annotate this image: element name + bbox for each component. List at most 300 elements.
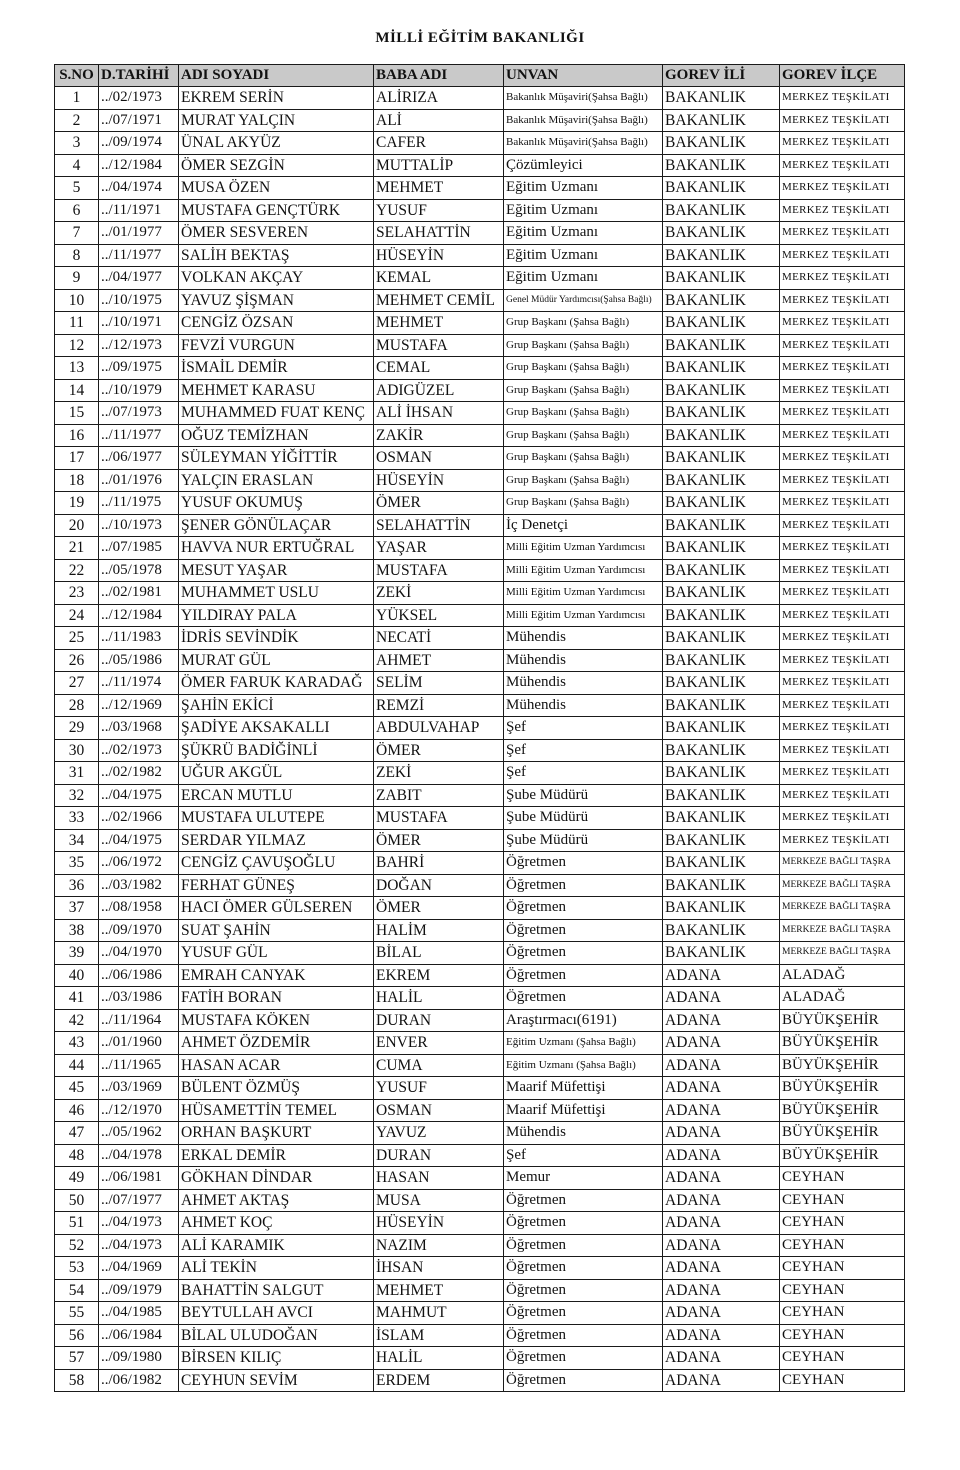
cell-full-name: BÜLENT ÖZMÜŞ [179,1077,374,1100]
cell-duty-province: ADANA [663,1302,780,1325]
cell-father-name: MUSA [374,1189,504,1212]
cell-father-name: MUTTALİP [374,154,504,177]
cell-father-name: ALİ İHSAN [374,402,504,425]
cell-sno: 45 [55,1077,99,1100]
cell-duty-province: BAKANLIK [663,87,780,110]
cell-duty-province: BAKANLIK [663,222,780,245]
cell-sno: 51 [55,1212,99,1235]
cell-sno: 38 [55,919,99,942]
cell-title: İç Denetçi [504,514,663,537]
cell-birth-date: ../04/1974 [99,177,179,200]
cell-birth-date: ../03/1969 [99,1077,179,1100]
cell-sno: 18 [55,469,99,492]
table-row [55,1302,905,1325]
table-row [55,357,905,380]
cell-father-name: ADIGÜZEL [374,379,504,402]
cell-birth-date: ../11/1974 [99,672,179,695]
header-birth-date: D.TARİHİ [99,65,179,87]
cell-full-name: HASAN ACAR [179,1054,374,1077]
cell-title: Eğitim Uzmanı [504,244,663,267]
cell-birth-date: ../12/1969 [99,694,179,717]
table-row [55,672,905,695]
cell-sno: 19 [55,492,99,515]
cell-title: Araştırmacı(6191) [504,1009,663,1032]
cell-father-name: YAVUZ [374,1122,504,1145]
cell-father-name: HASAN [374,1167,504,1190]
cell-birth-date: ../06/1972 [99,852,179,875]
cell-birth-date: ../11/1971 [99,199,179,222]
cell-father-name: SELAHATTİN [374,222,504,245]
cell-duty-district: MERKEZ TEŞKİLATI [780,87,905,110]
cell-birth-date: ../10/1973 [99,514,179,537]
cell-duty-province: BAKANLIK [663,942,780,965]
cell-duty-province: BAKANLIK [663,289,780,312]
cell-sno: 23 [55,582,99,605]
table-row [55,1279,905,1302]
cell-title: Grup Başkanı (Şahsa Bağlı) [504,447,663,470]
cell-title: Milli Eğitim Uzman Yardımcısı [504,582,663,605]
cell-birth-date: ../02/1981 [99,582,179,605]
cell-duty-district: BÜYÜKŞEHİR [780,1054,905,1077]
cell-title: Öğretmen [504,1347,663,1370]
cell-duty-district: MERKEZ TEŞKİLATI [780,177,905,200]
cell-birth-date: ../09/1975 [99,357,179,380]
page-title: MİLLİ EĞİTİM BAKANLIĞI [375,30,585,46]
cell-birth-date: ../11/1965 [99,1054,179,1077]
cell-sno: 16 [55,424,99,447]
cell-sno: 12 [55,334,99,357]
table-row [55,244,905,267]
cell-birth-date: ../09/1979 [99,1279,179,1302]
table-row [55,784,905,807]
table-row [55,402,905,425]
table-row [55,1324,905,1347]
cell-duty-province: ADANA [663,1099,780,1122]
cell-sno: 35 [55,852,99,875]
cell-sno: 27 [55,672,99,695]
cell-title: Grup Başkanı (Şahsa Bağlı) [504,357,663,380]
cell-duty-district: MERKEZ TEŞKİLATI [780,312,905,335]
cell-full-name: ALİ TEKİN [179,1257,374,1280]
cell-birth-date: ../09/1970 [99,919,179,942]
cell-birth-date: ../04/1969 [99,1257,179,1280]
cell-title: Öğretmen [504,919,663,942]
cell-birth-date: ../11/1977 [99,424,179,447]
cell-birth-date: ../04/1977 [99,267,179,290]
cell-title: Öğretmen [504,1324,663,1347]
cell-duty-province: BAKANLIK [663,582,780,605]
cell-sno: 24 [55,604,99,627]
cell-birth-date: ../10/1975 [99,289,179,312]
cell-full-name: YAVUZ ŞİŞMAN [179,289,374,312]
cell-title: Öğretmen [504,1279,663,1302]
cell-father-name: BİLAL [374,942,504,965]
cell-birth-date: ../02/1973 [99,739,179,762]
header-duty-province: GOREV İLİ [663,65,780,87]
cell-birth-date: ../04/1973 [99,1212,179,1235]
cell-sno: 47 [55,1122,99,1145]
table-row [55,739,905,762]
cell-full-name: MUSTAFA GENÇTÜRK [179,199,374,222]
cell-sno: 56 [55,1324,99,1347]
cell-duty-district: MERKEZ TEŞKİLATI [780,357,905,380]
table-row [55,424,905,447]
cell-full-name: BAHATTİN SALGUT [179,1279,374,1302]
cell-father-name: MUSTAFA [374,334,504,357]
table-row [55,514,905,537]
cell-sno: 57 [55,1347,99,1370]
cell-father-name: ZABIT [374,784,504,807]
cell-sno: 37 [55,897,99,920]
cell-sno: 8 [55,244,99,267]
cell-title: Öğretmen [504,1257,663,1280]
table-body [55,87,905,1392]
cell-title: Mühendis [504,694,663,717]
cell-birth-date: ../12/1984 [99,604,179,627]
cell-father-name: ZEKİ [374,582,504,605]
table-row [55,1167,905,1190]
table-row [55,447,905,470]
cell-title: Mühendis [504,1122,663,1145]
cell-duty-province: BAKANLIK [663,402,780,425]
cell-title: Maarif Müfettişi [504,1099,663,1122]
cell-duty-district: BÜYÜKŞEHİR [780,1122,905,1145]
table-row [55,1347,905,1370]
cell-father-name: NECATİ [374,627,504,650]
cell-title: Milli Eğitim Uzman Yardımcısı [504,559,663,582]
table-row [55,829,905,852]
cell-sno: 48 [55,1144,99,1167]
cell-duty-district: CEYHAN [780,1212,905,1235]
cell-full-name: İDRİS SEVİNDİK [179,627,374,650]
header-row [55,65,905,87]
cell-title: Memur [504,1167,663,1190]
cell-duty-province: ADANA [663,1167,780,1190]
cell-father-name: ZEKİ [374,762,504,785]
cell-full-name: MUSTAFA KÖKEN [179,1009,374,1032]
cell-duty-district: CEYHAN [780,1347,905,1370]
cell-duty-district: MERKEZ TEŞKİLATI [780,244,905,267]
cell-title: Öğretmen [504,852,663,875]
cell-title: Eğitim Uzmanı [504,267,663,290]
table-row [55,1234,905,1257]
cell-sno: 13 [55,357,99,380]
cell-sno: 39 [55,942,99,965]
cell-birth-date: ../02/1966 [99,807,179,830]
cell-father-name: AHMET [374,649,504,672]
cell-duty-district: MERKEZE BAĞLI TAŞRA [780,942,905,965]
cell-duty-district: MERKEZ TEŞKİLATI [780,604,905,627]
cell-birth-date: ../07/1971 [99,109,179,132]
cell-title: Genel Müdür Yardımcısı(Şahsa Bağlı) [504,289,663,312]
cell-title: Grup Başkanı (Şahsa Bağlı) [504,379,663,402]
cell-birth-date: ../02/1982 [99,762,179,785]
cell-title: Öğretmen [504,942,663,965]
cell-duty-province: ADANA [663,1189,780,1212]
cell-duty-province: BAKANLIK [663,919,780,942]
cell-title: Grup Başkanı (Şahsa Bağlı) [504,312,663,335]
cell-title: Şef [504,717,663,740]
cell-full-name: YILDIRAY PALA [179,604,374,627]
cell-duty-district: MERKEZ TEŞKİLATI [780,762,905,785]
table-row [55,1054,905,1077]
cell-sno: 26 [55,649,99,672]
cell-birth-date: ../09/1974 [99,132,179,155]
cell-father-name: İSLAM [374,1324,504,1347]
cell-duty-district: MERKEZE BAĞLI TAŞRA [780,919,905,942]
cell-title: Bakanlık Müşaviri(Şahsa Bağlı) [504,132,663,155]
cell-sno: 49 [55,1167,99,1190]
cell-sno: 14 [55,379,99,402]
cell-title: Çözümleyici [504,154,663,177]
cell-duty-province: BAKANLIK [663,537,780,560]
table-row [55,649,905,672]
cell-birth-date: ../04/1978 [99,1144,179,1167]
cell-father-name: YAŞAR [374,537,504,560]
cell-duty-district: ALADAĞ [780,964,905,987]
cell-birth-date: ../04/1975 [99,829,179,852]
cell-father-name: ÖMER [374,829,504,852]
cell-father-name: NAZIM [374,1234,504,1257]
cell-title: Milli Eğitim Uzman Yardımcısı [504,537,663,560]
cell-full-name: MUSA ÖZEN [179,177,374,200]
cell-duty-province: BAKANLIK [663,447,780,470]
cell-duty-district: CEYHAN [780,1189,905,1212]
table-row [55,132,905,155]
cell-duty-province: BAKANLIK [663,132,780,155]
cell-father-name: MEHMET CEMİL [374,289,504,312]
cell-birth-date: ../07/1973 [99,402,179,425]
cell-duty-province: BAKANLIK [663,199,780,222]
cell-duty-district: CEYHAN [780,1257,905,1280]
cell-father-name: DURAN [374,1009,504,1032]
cell-full-name: SUAT ŞAHİN [179,919,374,942]
cell-duty-district: MERKEZ TEŞKİLATI [780,694,905,717]
cell-full-name: YUSUF OKUMUŞ [179,492,374,515]
cell-birth-date: ../05/1986 [99,649,179,672]
table-row [55,694,905,717]
cell-father-name: ÖMER [374,897,504,920]
cell-sno: 17 [55,447,99,470]
cell-father-name: YUSUF [374,1077,504,1100]
cell-title: Şef [504,1144,663,1167]
cell-duty-district: CEYHAN [780,1324,905,1347]
cell-duty-province: BAKANLIK [663,649,780,672]
cell-duty-district: BÜYÜKŞEHİR [780,1144,905,1167]
cell-birth-date: ../11/1964 [99,1009,179,1032]
cell-title: Öğretmen [504,987,663,1010]
cell-birth-date: ../06/1986 [99,964,179,987]
cell-duty-province: BAKANLIK [663,694,780,717]
cell-title: Öğretmen [504,897,663,920]
cell-full-name: HACI ÖMER GÜLSEREN [179,897,374,920]
cell-father-name: OSMAN [374,447,504,470]
cell-duty-district: BÜYÜKŞEHİR [780,1077,905,1100]
cell-full-name: CENGİZ ÖZSAN [179,312,374,335]
cell-duty-province: BAKANLIK [663,312,780,335]
cell-birth-date: ../09/1980 [99,1347,179,1370]
cell-full-name: MEHMET KARASU [179,379,374,402]
cell-birth-date: ../03/1982 [99,874,179,897]
table-row [55,267,905,290]
cell-sno: 22 [55,559,99,582]
table-row [55,919,905,942]
cell-full-name: ERKAL DEMİR [179,1144,374,1167]
header-sno: S.NO [55,65,99,87]
cell-birth-date: ../06/1984 [99,1324,179,1347]
cell-father-name: EKREM [374,964,504,987]
cell-duty-district: MERKEZ TEŞKİLATI [780,672,905,695]
cell-father-name: HÜSEYİN [374,244,504,267]
cell-father-name: REMZİ [374,694,504,717]
cell-sno: 58 [55,1369,99,1392]
cell-father-name: ENVER [374,1032,504,1055]
table-row [55,199,905,222]
cell-father-name: MAHMUT [374,1302,504,1325]
cell-sno: 32 [55,784,99,807]
cell-full-name: SÜLEYMAN YİĞİTTİR [179,447,374,470]
cell-full-name: ÖMER SESVEREN [179,222,374,245]
cell-title: Şef [504,739,663,762]
cell-title: Eğitim Uzmanı (Şahsa Bağlı) [504,1054,663,1077]
cell-full-name: ERCAN MUTLU [179,784,374,807]
cell-duty-province: BAKANLIK [663,784,780,807]
cell-full-name: ÜNAL AKYÜZ [179,132,374,155]
cell-duty-province: ADANA [663,1257,780,1280]
personnel-table [54,64,905,1392]
table-row [55,312,905,335]
table-row [55,852,905,875]
cell-duty-district: MERKEZ TEŞKİLATI [780,469,905,492]
cell-father-name: ALİRIZA [374,87,504,110]
cell-sno: 28 [55,694,99,717]
cell-title: Eğitim Uzmanı [504,199,663,222]
table-row [55,627,905,650]
cell-duty-district: BÜYÜKŞEHİR [780,1032,905,1055]
cell-sno: 25 [55,627,99,650]
header-full-name: ADI SOYADI [179,65,374,87]
cell-full-name: EKREM SERİN [179,87,374,110]
cell-sno: 7 [55,222,99,245]
cell-duty-district: MERKEZ TEŞKİLATI [780,222,905,245]
cell-title: Şef [504,762,663,785]
cell-birth-date: ../04/1985 [99,1302,179,1325]
cell-full-name: ŞENER GÖNÜLAÇAR [179,514,374,537]
cell-duty-province: ADANA [663,1212,780,1235]
cell-birth-date: ../10/1971 [99,312,179,335]
cell-title: Bakanlık Müşaviri(Şahsa Bağlı) [504,87,663,110]
cell-birth-date: ../12/1973 [99,334,179,357]
cell-full-name: İSMAİL DEMİR [179,357,374,380]
cell-title: Milli Eğitim Uzman Yardımcısı [504,604,663,627]
cell-duty-district: MERKEZ TEŞKİLATI [780,447,905,470]
cell-duty-district: CEYHAN [780,1167,905,1190]
cell-birth-date: ../11/1977 [99,244,179,267]
cell-father-name: MUSTAFA [374,559,504,582]
cell-father-name: ERDEM [374,1369,504,1392]
cell-duty-province: BAKANLIK [663,627,780,650]
cell-duty-district: MERKEZ TEŞKİLATI [780,649,905,672]
cell-full-name: ŞAHİN EKİCİ [179,694,374,717]
cell-father-name: YÜKSEL [374,604,504,627]
cell-title: Mühendis [504,672,663,695]
cell-full-name: SERDAR YILMAZ [179,829,374,852]
cell-duty-province: BAKANLIK [663,672,780,695]
cell-sno: 4 [55,154,99,177]
cell-full-name: VOLKAN AKÇAY [179,267,374,290]
cell-title: Eğitim Uzmanı [504,177,663,200]
header-title: UNVAN [504,65,663,87]
cell-full-name: YALÇIN ERASLAN [179,469,374,492]
cell-duty-district: MERKEZ TEŞKİLATI [780,537,905,560]
cell-full-name: HAVVA NUR ERTUĞRAL [179,537,374,560]
cell-sno: 43 [55,1032,99,1055]
cell-full-name: ALİ KARAMIK [179,1234,374,1257]
cell-sno: 9 [55,267,99,290]
table-row [55,379,905,402]
cell-full-name: ŞÜKRÜ BADİĞİNLİ [179,739,374,762]
cell-duty-province: ADANA [663,987,780,1010]
table-row [55,1122,905,1145]
cell-duty-province: BAKANLIK [663,829,780,852]
cell-sno: 53 [55,1257,99,1280]
cell-father-name: MEHMET [374,177,504,200]
cell-father-name: SELİM [374,672,504,695]
cell-full-name: HÜSAMETTİN TEMEL [179,1099,374,1122]
cell-duty-district: MERKEZ TEŞKİLATI [780,402,905,425]
table-row [55,897,905,920]
cell-sno: 3 [55,132,99,155]
cell-father-name: SELAHATTİN [374,514,504,537]
cell-title: Öğretmen [504,1189,663,1212]
cell-title: Şube Müdürü [504,807,663,830]
cell-title: Grup Başkanı (Şahsa Bağlı) [504,334,663,357]
cell-title: Mühendis [504,649,663,672]
cell-sno: 2 [55,109,99,132]
cell-title: Grup Başkanı (Şahsa Bağlı) [504,469,663,492]
cell-duty-province: ADANA [663,1369,780,1392]
cell-birth-date: ../10/1979 [99,379,179,402]
cell-duty-province: BAKANLIK [663,604,780,627]
table-row [55,469,905,492]
table-row [55,942,905,965]
cell-full-name: MUHAMMET USLU [179,582,374,605]
cell-full-name: MUHAMMED FUAT KENÇ [179,402,374,425]
cell-duty-province: BAKANLIK [663,357,780,380]
cell-sno: 36 [55,874,99,897]
cell-birth-date: ../06/1977 [99,447,179,470]
cell-father-name: KEMAL [374,267,504,290]
cell-duty-district: MERKEZ TEŞKİLATI [780,807,905,830]
table-header [55,65,905,87]
cell-duty-province: BAKANLIK [663,424,780,447]
cell-birth-date: ../12/1984 [99,154,179,177]
cell-father-name: YUSUF [374,199,504,222]
cell-birth-date: ../01/1976 [99,469,179,492]
cell-duty-province: ADANA [663,1234,780,1257]
cell-duty-district: MERKEZ TEŞKİLATI [780,739,905,762]
cell-duty-district: MERKEZ TEŞKİLATI [780,559,905,582]
cell-sno: 41 [55,987,99,1010]
cell-birth-date: ../03/1986 [99,987,179,1010]
cell-sno: 5 [55,177,99,200]
header-duty-district: GOREV İLÇE [780,65,905,87]
cell-duty-province: ADANA [663,1009,780,1032]
cell-sno: 31 [55,762,99,785]
table-row [55,109,905,132]
cell-sno: 29 [55,717,99,740]
cell-father-name: BAHRİ [374,852,504,875]
